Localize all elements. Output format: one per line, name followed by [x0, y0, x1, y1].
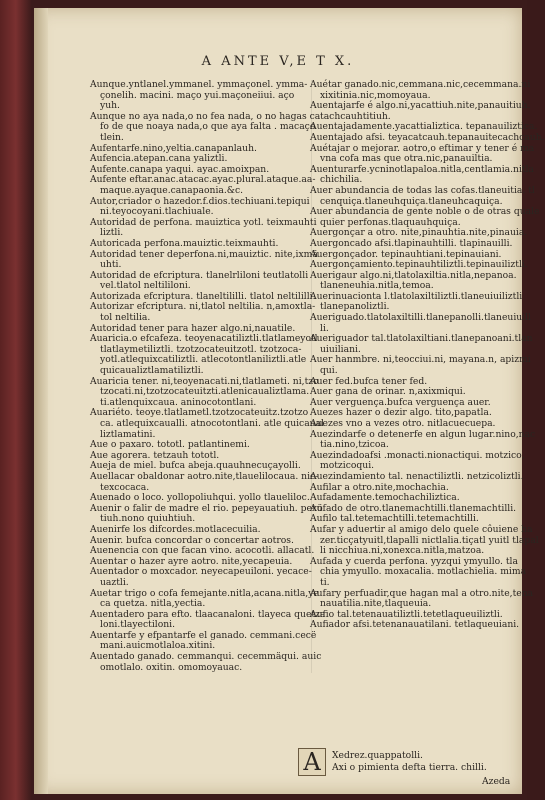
entry-line: Auergonçamiento.tepinauhtiliztli.tepinauiliztli. — [310, 259, 528, 271]
right-column — [310, 79, 545, 631]
entry-line: Aufencia.atepan.cana yaliztli. — [90, 154, 312, 165]
entry-line: uiuiliani. — [320, 343, 361, 355]
entry-line: Autoridad tener deperfona.ni,mauiztic. nite,ixmä — [90, 248, 318, 260]
entry-line: Auenir o falir de madre el rio. pepeyauatiuh. pexö — [90, 502, 323, 514]
entry-line: Aufary perfuadir,que hagan mal a otro.nite,tena — [310, 587, 534, 599]
entry-line: ti.atlenquixcaua. aninocotontlani. — [90, 398, 312, 409]
entry-line: uhti. — [90, 260, 312, 271]
page-gutter — [34, 8, 48, 794]
entry-line: Auezindadoafsi .monacti.nionactiqui. motzico, — [310, 449, 525, 461]
entry-line: Auezindarfe o detenerfe en algun lugar.nino,nac — [310, 428, 536, 440]
entry-line: motzicoqui. — [320, 460, 375, 472]
entry-line: li nicchiua.ni,xonexca.nitla,matzoa. — [320, 545, 485, 557]
entry-line: Auer abundancia de gente noble o de otras quale — [310, 206, 540, 218]
entry-line: Auentado ganado. cemmanqui. cecemmäqui. auic — [90, 651, 322, 663]
entry-line: mani.auicmotlaloa.xitini. — [90, 641, 312, 652]
entry-line: li. — [320, 322, 329, 334]
entry-line: Aufio tal.tetenauatiliztli.tetetlaqueuiliztli. — [310, 608, 503, 620]
entry-line: Autorizada efcriptura. tlaneltililli. tlatol neltililli. — [90, 290, 316, 302]
entry-line: Auentajarfe é algo.ni,yacattiuh.nite,panauitiuh. — [310, 100, 531, 112]
entry-line: Autorizar efcriptura. ni,tlatol neltilia. n,amoxtla- — [90, 301, 316, 313]
entry-line: omotlalo. oxitin. omomoyauac. — [90, 663, 312, 674]
entry-line: liztli. — [90, 228, 312, 239]
entry-line: zer.ticçatyuitl,tlapalli nictlalia.tiçatl yuitl tlapal — [320, 534, 539, 546]
entry-line: Auerigaur algo.ni,tlatolaxiltia.nitla,nepanoa. — [310, 269, 517, 281]
entry-line: tiuh.nono quiuhtiuh. — [90, 514, 312, 525]
left-column — [90, 79, 326, 673]
entry-line: Auentadero para efto. tlaacanaloni. tlayeca quetza — [90, 608, 326, 620]
entry-line: tlatlaymetiliztli. tzotzocateuitzotl. tzotzoca- — [90, 345, 312, 356]
entry-line: yotl.atlequixcatiliztli. atlecotontlaniliztli.atle — [90, 355, 312, 366]
entry-line: Aue o paxaro. tototl. patlantinemi. — [90, 440, 312, 451]
entry-line: vna cofa mas que otra.nic,panauiltia. — [320, 153, 493, 165]
entry-line: Auezes hazer o dezir algo. tito,papatla. — [310, 407, 492, 419]
entry-line: Auentador o moxcador. neyecapeuiloni. yecace- — [90, 566, 312, 578]
entry-line: Aufentarfe.nino,yeltia.canapanlauh. — [90, 144, 312, 155]
entry-line: quier perfonas.tlaquauhquiça. — [320, 216, 461, 228]
entry-line: ca quetza. nitla,yectia. — [90, 599, 312, 610]
entry-line: Auenirfe los difcordes.motlacecuilia. — [90, 525, 312, 536]
entry-line: Autoridad de efcriptura. tlanelrliloni teutlatolli — [90, 271, 312, 282]
entry-line: cenquiça.tlaneuhquiça.tlaneuhcaquiça. — [320, 195, 503, 207]
entry-line: Aunque.yntlanel.ymmanel. ymmaçonel. ymma- — [90, 80, 312, 91]
entry-line: Auer fed.bufca tener fed. — [310, 375, 428, 387]
entry-line: Auentajadamente.yacattializtica. tepanauiliztica. — [310, 121, 538, 133]
entry-line: loni.tlayectiloni. — [90, 620, 312, 631]
entry-line: Auer verguença.bufca verguença auer. — [310, 396, 491, 408]
entry-line: Aufilar a otro.nite,mochachia. — [310, 481, 449, 493]
entry-line: liztlamatini. — [90, 430, 312, 441]
drop-line-1: Xedrez.quappatolli. — [332, 750, 423, 761]
entry-line: Auetar trigo o cofa femejante.nitla,acana.nitla,ye — [90, 587, 319, 599]
entry-line: ni.teyocoyani.tlachiuale. — [90, 207, 312, 218]
dictionary-page — [34, 8, 545, 794]
entry-line: Auaricia.o efcafeza. teoyenacatiliztli.tlatlameyotl — [90, 333, 318, 345]
entry-line: Auezindamiento tal. nenactiliztli. netzicoliztli. — [310, 470, 524, 482]
entry-line: Aueriguado.tlatolaxiltilli.tlanepanolli.tlaneuiuill — [310, 312, 531, 324]
entry-line: chia ymyullo. moxacalia. motlachielia. mima — [320, 566, 527, 578]
entry-line: Auentajado afsi. teyacatcauh.tepanauitecachcauh. — [310, 131, 545, 143]
entry-line: texcocaca. — [90, 483, 312, 494]
entry-line: Aueriguador tal.tlatolaxiltiani.tlanepanoani.tlan — [310, 333, 533, 345]
entry-line: Auentarfe y efpantarfe el ganado. cemmani.cecë — [90, 629, 317, 641]
entry-line: tachcauhtitiuh. — [320, 110, 391, 122]
entry-line: xixitinia.nic,momoyaua. — [320, 89, 431, 101]
entry-line: Auer hanmbre. ni,teocciui.ni, mayana.n, apizmi — [310, 354, 531, 366]
entry-line: Aufada y cuerda perfona. yyzqui ymyullo. tla — [310, 555, 518, 567]
entry-line: Autoricada perfona.mauiztic.teixmauhti. — [90, 239, 312, 250]
entry-line: Aufiador afsi.tetenanauatilani. tetlaqueuiani. — [310, 619, 520, 631]
entry-line: Auaricia tener. ni,teoyenacati.ni,tlatlameti. ni,tzo — [90, 375, 319, 387]
entry-line: quicaualiztlamatiliztli. — [90, 366, 312, 377]
entry-line: Auergonçador. tepinauhtiani.tepinauiani. — [310, 248, 502, 260]
drop-capital: A — [298, 748, 326, 776]
entry-line: Aue agorera. tetzauh tototl. — [90, 451, 312, 462]
entry-line: Auenturarfe.ycninotlapaloa.nitla,centlamia.nitla — [310, 163, 535, 175]
entry-line: Auellacar obaldonar aotro.nite,tlauelilocaua. nic- — [90, 470, 319, 482]
entry-line: vel.tlatol neltililoni. — [90, 281, 312, 292]
entry-line: fo de que noaya nada,o que aya falta . macaço — [90, 122, 312, 133]
entry-line: ca. atlequixcaualli. atnocotontlani. atle quicaual — [90, 419, 312, 430]
drop-line-2: Axi o pimienta defta tierra. chilli. — [332, 762, 487, 773]
entry-line: maque.ayaque.canapaonia.&c. — [90, 186, 312, 197]
entry-line: tzocati.ni,tzotzocateuitzti.atlenicaualiztlama. — [90, 387, 312, 398]
entry-line: chichilia. — [320, 174, 363, 186]
entry-line: ti. — [320, 576, 330, 588]
entry-line: Auergonçar a otro. nite,pinauhtia.nite,pinauia. — [310, 227, 528, 239]
entry-line: Auenencia con que facan vino. acocotli. allacatl. — [90, 545, 315, 557]
entry-line: Auentar o hazer ayre aotro. nite,yecapeuia. — [90, 557, 312, 568]
entry-line: Aufado de otro.tlanemachtilli.tlanemachtilli. — [310, 502, 517, 514]
entry-line: Auer abundancia de todas las cofas.tlaneuitia. tl — [310, 184, 535, 196]
entry-line: tlaneneuhia.nitla,temoa. — [320, 280, 434, 292]
entry-line: Auétajar o mejorar. aotro,o eftimar y tener é ma — [310, 142, 535, 154]
entry-line: Aufadamente.temochachiliztica. — [310, 492, 460, 504]
entry-line: Aueja de miel. bufca abeja.quauhnecuçayolli. — [90, 461, 312, 472]
entry-line: tlanepanoliztli. — [320, 301, 390, 313]
entry-line: uaztli. — [90, 578, 312, 589]
entry-line: tlein. — [90, 133, 312, 144]
entry-line: Aufente eftar.anac.atacac.ayac.plural.ataque.aa- — [90, 174, 316, 186]
entry-line: yuh. — [90, 101, 312, 112]
entry-line: Aunque no aya nada,o no fea nada, o no hagas ca — [90, 110, 321, 122]
entry-line: Auergoncado afsi.tlapinauhtilli. tlapinauilli. — [310, 237, 513, 249]
entry-line: Auétar ganado.nic,cemmana.nic,cecemmana.ni — [310, 79, 531, 90]
entry-line: Auenir. bufca concordar o concertar aotros. — [90, 536, 312, 547]
entry-line: Aufente.canapa yaqui. ayac.amoixpan. — [90, 165, 312, 176]
entry-line: Auer gana de orinar. n,axixmiqui. — [310, 386, 466, 398]
entry-line: Auariéto. teoye.tlatlametl.tzotzocateuitz.tzotzo — [90, 408, 312, 419]
entry-line: qui. — [320, 365, 338, 377]
entry-line: Auenado o loco. yollopoliuhqui. yollo tlaueliloc. — [90, 493, 312, 504]
entry-line: Aufar y aduertir al amigo delo quele côuiene ha — [310, 523, 533, 535]
entry-line: Autor,criador o hazedor.f.dios.techiuani.tepiqui — [90, 197, 312, 208]
entry-line: Auerinuacionta l.tlatolaxiltiliztli.tlaneuiuiliztli — [310, 290, 523, 302]
entry-line: çonelih. macini. maço yui.maçoneiiui. aço — [90, 91, 312, 102]
entry-line: Auezes vno a vezes otro. nitlacuecuepa. — [310, 418, 496, 429]
running-head: A ANTE V,E T X. — [201, 54, 355, 69]
entry-line: Aufilo tal.tetemachtilli.tetemachtilli. — [310, 513, 479, 525]
entry-line: tia.nino,tzicoa. — [320, 439, 389, 451]
entry-line: Autoridad de perfona. mauiztica yotl. teixmauhti — [90, 216, 317, 228]
catchword-right: Azeda — [482, 776, 511, 787]
entry-line: Autoridad tener para hazer algo.ni,nauatile. — [90, 324, 312, 335]
entry-line: tol neltilia. — [90, 313, 312, 324]
entry-line: nauatilia.nite,tlaqueuia. — [320, 598, 432, 610]
